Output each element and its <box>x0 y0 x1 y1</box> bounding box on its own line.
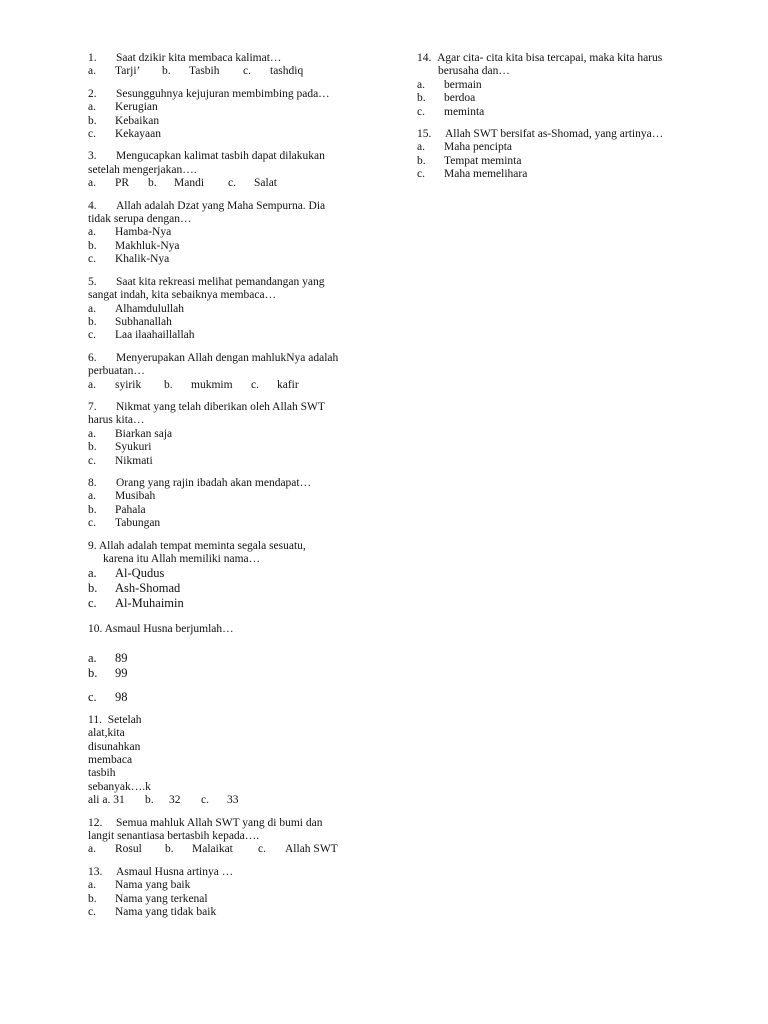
option-a <box>88 226 378 239</box>
options-inline <box>88 794 378 807</box>
option-text: 98 <box>115 689 128 704</box>
option-letter: c. <box>88 329 96 342</box>
option-letter: c. <box>251 378 259 391</box>
option-letter: b. <box>145 794 154 807</box>
option-text: Subhanallah <box>115 315 172 328</box>
question-text-cont: tidak serupa dengan… <box>88 213 192 226</box>
option-text: Tasbih <box>189 65 220 78</box>
option-text: syirik <box>115 378 142 391</box>
option-text: PR <box>115 177 130 190</box>
question-number: 12. <box>88 816 103 829</box>
question-text: Orang yang rajin ibadah akan mendapat… <box>116 476 312 489</box>
option-text: Mandi <box>174 177 205 190</box>
option-letter: b. <box>162 65 171 78</box>
option-text: Nama yang terkenal <box>115 892 208 905</box>
option-a <box>88 303 378 316</box>
options-inline <box>88 379 378 392</box>
question-2 <box>88 88 378 142</box>
question-text: Saat dzikir kita membaca kalimat… <box>116 52 282 64</box>
option-text: Maha pencipta <box>444 141 513 154</box>
question-text-line: alat,kita <box>88 727 125 740</box>
option-text: Al-Muhaimin <box>115 596 184 611</box>
option-letter: a. <box>88 843 96 856</box>
question-15 <box>417 128 717 182</box>
option-b <box>88 504 378 517</box>
question-text: Sesungguhnya kejujuran membimbing pada… <box>116 87 330 100</box>
option-letter: c. <box>228 177 236 190</box>
options-inline <box>88 65 378 78</box>
option-letter: c. <box>88 517 96 530</box>
question-text: Allah SWT bersifat as-Shomad, yang artinya… <box>445 128 664 141</box>
question-text-cont: setelah mengerjakan…. <box>88 163 197 176</box>
option-letter: b. <box>88 503 97 516</box>
option-letter: b. <box>88 114 97 127</box>
option-text: Nama yang tidak baik <box>115 906 217 919</box>
question-text-line: tasbih <box>88 767 116 780</box>
option-letter: b. <box>165 843 174 856</box>
question-text-cont: karena itu Allah memiliki nama… <box>103 553 261 565</box>
option-a <box>88 566 378 581</box>
right-column <box>417 52 717 191</box>
question-text-cont: berusaha dan… <box>438 65 510 78</box>
question-number: 4. <box>88 199 97 212</box>
option-text: Kekayaan <box>115 128 161 141</box>
option-letter: b. <box>148 177 157 190</box>
option-letter: c. <box>88 596 97 611</box>
option-text: Laa ilaahaillallah <box>115 329 195 342</box>
option-c <box>417 168 717 181</box>
option-text: Tarji’ <box>115 65 141 78</box>
question-5 <box>88 276 378 343</box>
option-text: 99 <box>115 665 128 680</box>
option-a <box>417 141 717 154</box>
option-c <box>88 329 378 342</box>
question-text-line: disunahkan <box>88 740 141 753</box>
option-b <box>88 893 378 906</box>
question-number: 15. <box>417 128 432 141</box>
option-a <box>88 651 378 666</box>
question-number: 7. <box>88 400 97 413</box>
option-text: Hamba-Nya <box>115 226 172 239</box>
question-text: Saat kita rekreasi melihat pemandangan yang <box>116 275 325 288</box>
option-text: Tempat meminta <box>444 154 522 167</box>
option-text: Nikmati <box>115 454 153 467</box>
question-1 <box>88 52 378 79</box>
option-letter: a. <box>417 141 425 154</box>
question-text-line: sebanyak….k <box>88 780 151 793</box>
question-number: 14. <box>417 52 432 64</box>
question-text: Semua mahluk Allah SWT yang di bumi dan <box>116 816 323 829</box>
question-text-cont: sangat indah, kita sebaiknya membaca… <box>88 289 277 302</box>
option-text: Al-Qudus <box>115 566 165 581</box>
option-c <box>88 128 378 141</box>
option-letter: c. <box>201 794 209 807</box>
option-letter: c. <box>417 105 425 118</box>
option-text: ali a. 31 <box>88 794 125 807</box>
option-letter: c. <box>243 65 251 78</box>
question-text: Setelah <box>107 713 142 726</box>
option-letter: a. <box>88 490 96 503</box>
option-b <box>88 441 378 454</box>
option-letter: a. <box>88 101 96 114</box>
question-number: 8. <box>88 476 97 489</box>
question-text-cont: perbuatan… <box>88 365 145 378</box>
option-b <box>88 581 378 596</box>
question-text: Nikmat yang telah diberikan oleh Allah SWT <box>116 400 325 413</box>
option-text: bermain <box>444 78 482 91</box>
option-letter: b. <box>417 154 426 167</box>
option-text: 32 <box>169 794 181 807</box>
question-4 <box>88 200 378 267</box>
question-number: 1. <box>88 52 97 64</box>
question-number: 13. <box>88 865 103 878</box>
option-c <box>88 253 378 266</box>
question-number: 11. <box>88 713 102 726</box>
option-letter: c. <box>88 253 96 266</box>
question-text: Allah adalah tempat meminta segala sesuatu, <box>98 539 306 552</box>
option-letter: c. <box>417 168 425 181</box>
option-text: kafir <box>277 378 299 391</box>
question-text: Agar cita- cita kita bisa tercapai, maka kita harus <box>437 52 663 64</box>
option-letter: b. <box>88 315 97 328</box>
option-text: Biarkan saja <box>115 427 173 440</box>
option-a <box>88 879 378 892</box>
option-c <box>88 596 378 611</box>
option-text: Nama yang baik <box>115 879 191 892</box>
question-number: 6. <box>88 351 97 364</box>
option-letter: b. <box>88 665 98 680</box>
option-letter: a. <box>88 65 96 78</box>
option-text: Allah SWT <box>285 843 338 856</box>
option-text: Maha memelihara <box>444 168 528 181</box>
option-letter: c. <box>88 906 96 919</box>
option-letter: b. <box>417 92 426 105</box>
question-11 <box>88 714 378 808</box>
question-14 <box>417 52 717 119</box>
question-7 <box>88 401 378 468</box>
option-letter: a. <box>417 78 425 91</box>
options-inline <box>88 843 378 856</box>
option-text: Tabungan <box>115 517 161 530</box>
option-a <box>88 101 378 114</box>
option-c <box>88 690 378 705</box>
option-text: Kerugian <box>115 101 158 114</box>
option-letter: a. <box>88 378 96 391</box>
option-c <box>88 517 378 530</box>
option-letter: b. <box>88 239 97 252</box>
option-text: Musibah <box>115 490 156 503</box>
options-inline <box>88 177 378 190</box>
question-8 <box>88 477 378 531</box>
question-10 <box>88 623 378 704</box>
option-text: Malaikat <box>192 843 233 856</box>
option-b <box>88 115 378 128</box>
option-letter: c. <box>88 454 96 467</box>
option-b <box>88 240 378 253</box>
option-letter: a. <box>88 879 96 892</box>
question-text: Allah adalah Dzat yang Maha Sempurna. Dia <box>116 199 326 212</box>
option-b <box>88 316 378 329</box>
question-text: Asmaul Husna berjumlah… <box>104 623 234 636</box>
option-letter: c. <box>88 128 96 141</box>
option-a <box>88 428 378 441</box>
option-letter: a. <box>88 427 96 440</box>
option-b <box>417 155 717 168</box>
option-text: Rosul <box>115 843 142 856</box>
option-b <box>417 92 717 105</box>
question-text: Menyerupakan Allah dengan mahlukNya adalah <box>116 351 339 364</box>
option-text: Makhluk-Nya <box>115 239 180 252</box>
question-number: 2. <box>88 87 97 100</box>
option-letter: c. <box>88 689 97 704</box>
question-12 <box>88 817 378 857</box>
option-letter: a. <box>88 566 97 581</box>
option-letter: b. <box>88 441 97 454</box>
question-text: Asmaul Husna artinya … <box>116 865 234 878</box>
option-b <box>88 666 378 681</box>
question-13 <box>88 866 378 920</box>
option-letter: a. <box>88 177 96 190</box>
option-text: Kebaikan <box>115 114 160 127</box>
option-text: tashdiq <box>270 65 304 78</box>
option-text: Ash-Shomad <box>115 581 181 596</box>
question-text: Mengucapkan kalimat tasbih dapat dilakukan <box>116 150 325 163</box>
option-letter: a. <box>88 650 97 665</box>
option-text: berdoa <box>444 92 476 105</box>
option-text: Alhamdulullah <box>115 302 184 315</box>
option-c <box>417 106 717 119</box>
option-text: Khalik-Nya <box>115 253 170 266</box>
question-text-cont: langit senantiasa bertasbih kepada…. <box>88 830 260 843</box>
question-3 <box>88 150 378 190</box>
option-letter: b. <box>88 581 98 596</box>
question-text-cont: harus kita… <box>88 414 145 427</box>
option-letter: b. <box>88 892 97 905</box>
option-letter: a. <box>88 302 96 315</box>
question-number: 10. <box>88 623 103 636</box>
question-9 <box>88 540 378 612</box>
question-number: 9. <box>88 539 97 552</box>
option-text: Pahala <box>115 503 146 516</box>
option-c <box>88 906 378 919</box>
option-text: 89 <box>115 650 128 665</box>
option-text: Salat <box>254 177 277 190</box>
left-column <box>88 52 378 929</box>
option-text: meminta <box>444 105 485 118</box>
question-6 <box>88 352 378 392</box>
option-letter: c. <box>258 843 266 856</box>
question-text-line: membaca <box>88 754 133 767</box>
option-a <box>417 79 717 92</box>
option-c <box>88 455 378 468</box>
question-number: 5. <box>88 275 97 288</box>
option-letter: a. <box>88 226 96 239</box>
question-number: 3. <box>88 150 97 163</box>
option-text: 33 <box>227 794 239 807</box>
option-text: mukmim <box>191 378 233 391</box>
option-a <box>88 490 378 503</box>
option-letter: b. <box>164 378 173 391</box>
option-text: Syukuri <box>115 441 152 454</box>
